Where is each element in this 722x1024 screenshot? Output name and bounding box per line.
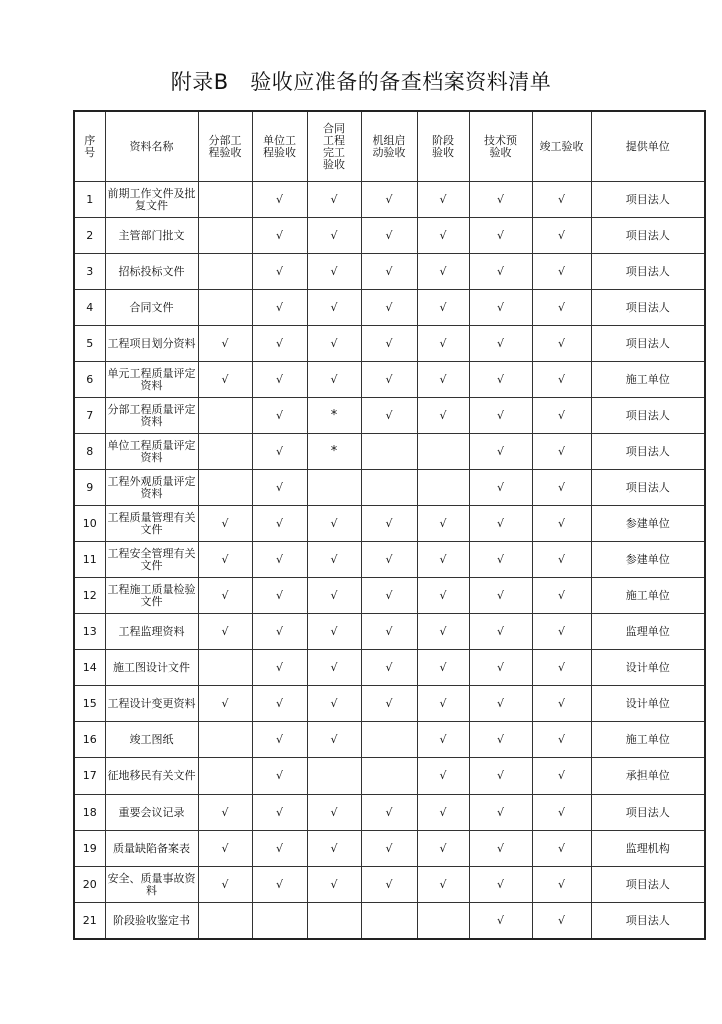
mark-tech-pre: √ <box>469 470 532 506</box>
mark-contract: √ <box>307 254 361 290</box>
mark-completion: √ <box>532 254 591 290</box>
mark-sub-project: √ <box>198 831 252 867</box>
mark-unit-project: √ <box>252 290 307 326</box>
table-row <box>74 795 705 831</box>
mark-stage: √ <box>417 542 469 578</box>
provider: 参建单位 <box>591 542 705 578</box>
row-number: 6 <box>74 362 105 398</box>
mark-contract: √ <box>307 795 361 831</box>
table-row <box>74 218 705 254</box>
table-row <box>74 650 705 686</box>
mark-stage: √ <box>417 398 469 434</box>
col-header-unit-start: 机组启 动验收 <box>361 111 417 182</box>
mark-unit-project: √ <box>252 182 307 218</box>
document-name: 合同文件 <box>105 290 198 326</box>
mark-sub-project <box>198 470 252 506</box>
col-header-completion: 竣工验收 <box>532 111 591 182</box>
mark-stage: √ <box>417 506 469 542</box>
header-row <box>74 111 705 182</box>
mark-completion: √ <box>532 326 591 362</box>
provider: 项目法人 <box>591 218 705 254</box>
row-number: 9 <box>74 470 105 506</box>
mark-unit-start: √ <box>361 686 417 722</box>
mark-completion: √ <box>532 614 591 650</box>
mark-sub-project: √ <box>198 795 252 831</box>
mark-tech-pre: √ <box>469 254 532 290</box>
row-number: 17 <box>74 758 105 795</box>
mark-unit-start <box>361 722 417 758</box>
mark-unit-project: √ <box>252 722 307 758</box>
mark-unit-project: √ <box>252 686 307 722</box>
mark-stage: √ <box>417 722 469 758</box>
mark-unit-start: √ <box>361 362 417 398</box>
provider: 项目法人 <box>591 470 705 506</box>
mark-stage: √ <box>417 867 469 903</box>
mark-stage: √ <box>417 578 469 614</box>
mark-completion: √ <box>532 650 591 686</box>
mark-sub-project: √ <box>198 614 252 650</box>
mark-tech-pre: √ <box>469 326 532 362</box>
mark-stage: √ <box>417 326 469 362</box>
mark-stage: √ <box>417 686 469 722</box>
col-header-provider: 提供单位 <box>591 111 705 182</box>
table-row <box>74 398 705 434</box>
mark-sub-project <box>198 182 252 218</box>
mark-unit-project: √ <box>252 867 307 903</box>
mark-completion: √ <box>532 578 591 614</box>
col-header-name: 资料名称 <box>105 111 198 182</box>
mark-contract: √ <box>307 542 361 578</box>
mark-stage: √ <box>417 254 469 290</box>
mark-sub-project: √ <box>198 362 252 398</box>
mark-tech-pre: √ <box>469 218 532 254</box>
mark-contract: √ <box>307 686 361 722</box>
mark-unit-project: √ <box>252 795 307 831</box>
row-number: 1 <box>74 182 105 218</box>
mark-contract <box>307 470 361 506</box>
mark-sub-project <box>198 758 252 795</box>
provider: 项目法人 <box>591 434 705 470</box>
document-name: 质量缺陷备案表 <box>105 831 198 867</box>
mark-unit-project: √ <box>252 218 307 254</box>
mark-sub-project: √ <box>198 326 252 362</box>
mark-sub-project <box>198 434 252 470</box>
table-row <box>74 867 705 903</box>
table-row <box>74 506 705 542</box>
provider: 参建单位 <box>591 506 705 542</box>
row-number: 2 <box>74 218 105 254</box>
mark-unit-start: √ <box>361 218 417 254</box>
mark-unit-start: √ <box>361 650 417 686</box>
mark-stage <box>417 903 469 940</box>
mark-sub-project <box>198 398 252 434</box>
mark-tech-pre: √ <box>469 290 532 326</box>
document-name: 竣工图纸 <box>105 722 198 758</box>
mark-unit-project: √ <box>252 614 307 650</box>
mark-unit-start <box>361 758 417 795</box>
mark-completion: √ <box>532 758 591 795</box>
mark-tech-pre: √ <box>469 578 532 614</box>
table-row <box>74 362 705 398</box>
mark-contract <box>307 758 361 795</box>
mark-contract: * <box>307 398 361 434</box>
row-number: 13 <box>74 614 105 650</box>
mark-completion: √ <box>532 398 591 434</box>
mark-unit-project: √ <box>252 470 307 506</box>
mark-sub-project: √ <box>198 506 252 542</box>
document-name: 前期工作文件及批复文件 <box>105 182 198 218</box>
mark-stage: √ <box>417 758 469 795</box>
mark-stage: √ <box>417 218 469 254</box>
mark-completion: √ <box>532 506 591 542</box>
row-number: 3 <box>74 254 105 290</box>
table-row <box>74 686 705 722</box>
mark-tech-pre: √ <box>469 722 532 758</box>
mark-sub-project <box>198 903 252 940</box>
provider: 承担单位 <box>591 758 705 795</box>
mark-completion: √ <box>532 867 591 903</box>
mark-unit-start: √ <box>361 254 417 290</box>
document-name: 工程施工质量检验文件 <box>105 578 198 614</box>
mark-contract: √ <box>307 326 361 362</box>
document-name: 单元工程质量评定资料 <box>105 362 198 398</box>
provider: 施工单位 <box>591 578 705 614</box>
row-number: 8 <box>74 434 105 470</box>
document-name: 征地移民有关文件 <box>105 758 198 795</box>
mark-unit-start: √ <box>361 831 417 867</box>
document-name: 主管部门批文 <box>105 218 198 254</box>
mark-tech-pre: √ <box>469 542 532 578</box>
mark-stage: √ <box>417 290 469 326</box>
table-row <box>74 434 705 470</box>
col-header-sub-project: 分部工 程验收 <box>198 111 252 182</box>
mark-contract <box>307 903 361 940</box>
mark-sub-project <box>198 722 252 758</box>
row-number: 18 <box>74 795 105 831</box>
provider: 项目法人 <box>591 795 705 831</box>
mark-contract: √ <box>307 362 361 398</box>
mark-tech-pre: √ <box>469 795 532 831</box>
mark-completion: √ <box>532 362 591 398</box>
mark-stage: √ <box>417 614 469 650</box>
document-name: 工程质量管理有关文件 <box>105 506 198 542</box>
document-name: 工程监理资料 <box>105 614 198 650</box>
table-row <box>74 326 705 362</box>
mark-unit-project: √ <box>252 578 307 614</box>
mark-completion: √ <box>532 795 591 831</box>
mark-unit-project: √ <box>252 650 307 686</box>
mark-unit-project: √ <box>252 362 307 398</box>
provider: 监理机构 <box>591 831 705 867</box>
mark-completion: √ <box>532 218 591 254</box>
table-row <box>74 470 705 506</box>
row-number: 19 <box>74 831 105 867</box>
table-row <box>74 290 705 326</box>
col-header-unit-project: 单位工 程验收 <box>252 111 307 182</box>
mark-tech-pre: √ <box>469 434 532 470</box>
table-row <box>74 542 705 578</box>
archive-checklist-table <box>73 110 706 940</box>
mark-unit-start: √ <box>361 795 417 831</box>
mark-completion: √ <box>532 290 591 326</box>
mark-contract: √ <box>307 614 361 650</box>
mark-unit-project: √ <box>252 758 307 795</box>
mark-contract: √ <box>307 722 361 758</box>
mark-tech-pre: √ <box>469 614 532 650</box>
mark-contract: √ <box>307 867 361 903</box>
provider: 项目法人 <box>591 398 705 434</box>
table-row <box>74 578 705 614</box>
document-name: 分部工程质量评定资料 <box>105 398 198 434</box>
mark-unit-start: √ <box>361 290 417 326</box>
mark-tech-pre: √ <box>469 686 532 722</box>
document-name: 工程安全管理有关文件 <box>105 542 198 578</box>
document-name: 工程外观质量评定资料 <box>105 470 198 506</box>
col-header-tech-pre: 技术预 验收 <box>469 111 532 182</box>
table-row <box>74 903 705 940</box>
mark-contract: √ <box>307 290 361 326</box>
provider: 设计单位 <box>591 650 705 686</box>
row-number: 16 <box>74 722 105 758</box>
provider: 施工单位 <box>591 722 705 758</box>
table-row <box>74 831 705 867</box>
provider: 项目法人 <box>591 290 705 326</box>
mark-stage: √ <box>417 795 469 831</box>
mark-completion: √ <box>532 182 591 218</box>
mark-unit-start: √ <box>361 542 417 578</box>
mark-tech-pre: √ <box>469 506 532 542</box>
document-name: 安全、质量事故资料 <box>105 867 198 903</box>
mark-contract: √ <box>307 831 361 867</box>
mark-unit-project: √ <box>252 398 307 434</box>
document-name: 工程项目划分资料 <box>105 326 198 362</box>
mark-tech-pre: √ <box>469 903 532 940</box>
mark-tech-pre: √ <box>469 362 532 398</box>
mark-tech-pre: √ <box>469 831 532 867</box>
mark-unit-start: √ <box>361 578 417 614</box>
mark-sub-project: √ <box>198 542 252 578</box>
row-number: 11 <box>74 542 105 578</box>
mark-stage: √ <box>417 362 469 398</box>
document-name: 施工图设计文件 <box>105 650 198 686</box>
mark-unit-start: √ <box>361 867 417 903</box>
mark-contract: √ <box>307 218 361 254</box>
mark-unit-start <box>361 434 417 470</box>
mark-contract: √ <box>307 650 361 686</box>
mark-tech-pre: √ <box>469 182 532 218</box>
mark-unit-project: √ <box>252 254 307 290</box>
mark-completion: √ <box>532 903 591 940</box>
mark-stage <box>417 470 469 506</box>
provider: 监理单位 <box>591 614 705 650</box>
mark-tech-pre: √ <box>469 758 532 795</box>
mark-sub-project <box>198 290 252 326</box>
document-name: 重要会议记录 <box>105 795 198 831</box>
mark-unit-start <box>361 903 417 940</box>
table-row <box>74 722 705 758</box>
mark-contract: √ <box>307 578 361 614</box>
page-title: 附录B 验收应准备的备查档案资料清单 <box>170 70 552 94</box>
row-number: 15 <box>74 686 105 722</box>
provider: 项目法人 <box>591 903 705 940</box>
provider: 项目法人 <box>591 182 705 218</box>
mark-sub-project: √ <box>198 867 252 903</box>
mark-unit-project: √ <box>252 831 307 867</box>
mark-stage: √ <box>417 650 469 686</box>
document-name: 单位工程质量评定资料 <box>105 434 198 470</box>
mark-unit-project: √ <box>252 542 307 578</box>
mark-unit-start: √ <box>361 182 417 218</box>
row-number: 10 <box>74 506 105 542</box>
mark-completion: √ <box>532 686 591 722</box>
mark-unit-project: √ <box>252 506 307 542</box>
mark-unit-start: √ <box>361 398 417 434</box>
mark-completion: √ <box>532 434 591 470</box>
row-number: 12 <box>74 578 105 614</box>
provider: 设计单位 <box>591 686 705 722</box>
col-header-stage: 阶段 验收 <box>417 111 469 182</box>
mark-unit-project: √ <box>252 434 307 470</box>
mark-completion: √ <box>532 722 591 758</box>
mark-sub-project <box>198 254 252 290</box>
mark-stage: √ <box>417 182 469 218</box>
mark-completion: √ <box>532 470 591 506</box>
document-name: 招标投标文件 <box>105 254 198 290</box>
mark-unit-start: √ <box>361 506 417 542</box>
mark-unit-start: √ <box>361 326 417 362</box>
mark-stage: √ <box>417 831 469 867</box>
col-header-contract: 合同 工程 完工 验收 <box>307 111 361 182</box>
mark-unit-project <box>252 903 307 940</box>
row-number: 7 <box>74 398 105 434</box>
row-number: 14 <box>74 650 105 686</box>
mark-contract: * <box>307 434 361 470</box>
mark-sub-project: √ <box>198 686 252 722</box>
mark-contract: √ <box>307 506 361 542</box>
mark-sub-project: √ <box>198 578 252 614</box>
document-name: 阶段验收鉴定书 <box>105 903 198 940</box>
document-name: 工程设计变更资料 <box>105 686 198 722</box>
mark-sub-project <box>198 650 252 686</box>
table-row <box>74 614 705 650</box>
row-number: 21 <box>74 903 105 940</box>
mark-tech-pre: √ <box>469 398 532 434</box>
mark-tech-pre: √ <box>469 650 532 686</box>
mark-tech-pre: √ <box>469 867 532 903</box>
mark-contract: √ <box>307 182 361 218</box>
mark-completion: √ <box>532 542 591 578</box>
mark-sub-project <box>198 218 252 254</box>
provider: 项目法人 <box>591 867 705 903</box>
row-number: 20 <box>74 867 105 903</box>
mark-completion: √ <box>532 831 591 867</box>
table-row <box>74 254 705 290</box>
mark-unit-start <box>361 470 417 506</box>
provider: 施工单位 <box>591 362 705 398</box>
mark-stage <box>417 434 469 470</box>
provider: 项目法人 <box>591 326 705 362</box>
table-row <box>74 758 705 795</box>
row-number: 5 <box>74 326 105 362</box>
mark-unit-start: √ <box>361 614 417 650</box>
row-number: 4 <box>74 290 105 326</box>
provider: 项目法人 <box>591 254 705 290</box>
mark-unit-project: √ <box>252 326 307 362</box>
table-body <box>74 182 705 940</box>
col-header-no: 序 号 <box>74 111 105 182</box>
table-row <box>74 182 705 218</box>
